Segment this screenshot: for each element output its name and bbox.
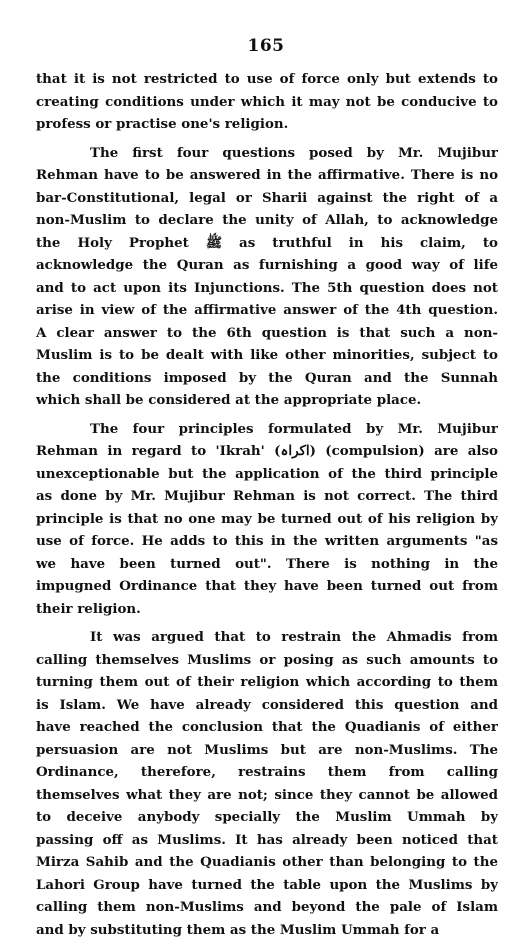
text-line: arise in view of the affirmative answer of the 4th question. — [36, 299, 498, 322]
text-line: turning them out of their religion which according to them — [36, 671, 498, 694]
paragraph — [36, 68, 498, 136]
text-line: bar-Constitutional, legal or Sharii against the right of a — [36, 187, 498, 210]
text-line: the Holy Prophet ﷺ as truthful in his claim, to — [36, 232, 498, 255]
paragraph — [36, 626, 498, 941]
text-line: we have been turned out". There is nothing in the — [36, 553, 498, 576]
text-line: The first four questions posed by Mr. Mujibur — [36, 142, 498, 165]
text-line: themselves what they are not; since they cannot be allowed — [36, 784, 498, 807]
text-line: is Islam. We have already considered this question and — [36, 694, 498, 717]
text-line: impugned Ordinance that they have been turned out from — [36, 575, 498, 598]
text-line: unexceptionable but the application of the third principle — [36, 463, 498, 486]
text-line: the conditions imposed by the Quran and the Sunnah — [36, 367, 498, 390]
text-line: creating conditions under which it may not be conducive to — [36, 91, 498, 114]
text-line: Muslim is to be dealt with like other minorities, subject to — [36, 344, 498, 367]
text-line: calling them non-Muslims and beyond the pale of Islam — [36, 896, 498, 919]
text-line: principle is that no one may be turned out of his religion by — [36, 508, 498, 531]
text-line: and by substituting them as the Muslim Ummah for a — [36, 919, 498, 941]
text-line: as done by Mr. Mujibur Rehman is not correct. The third — [36, 485, 498, 508]
text-line: Lahori Group have turned the table upon the Muslims by — [36, 874, 498, 897]
text-line: use of force. He adds to this in the written arguments "as — [36, 530, 498, 553]
text-line: acknowledge the Quran as furnishing a good way of life — [36, 254, 498, 277]
text-line: A clear answer to the 6th question is that such a non- — [36, 322, 498, 345]
text-line: The four principles formulated by Mr. Mujibur — [36, 418, 498, 441]
text-line: non-Muslim to declare the unity of Allah, to acknowledge — [36, 209, 498, 232]
text-line: to deceive anybody specially the Muslim Ummah by — [36, 806, 498, 829]
text-line: passing off as Muslims. It has already been noticed that — [36, 829, 498, 852]
paragraph — [36, 418, 498, 621]
text-line: Rehman in regard to 'Ikrah' (اکراہ) (compulsion) are also — [36, 440, 498, 463]
text-line: calling themselves Muslims or posing as such amounts to — [36, 649, 498, 672]
text-line: their religion. — [36, 598, 498, 621]
page-number: 165 — [0, 36, 532, 56]
text-line: Mirza Sahib and the Quadianis other than belonging to the — [36, 851, 498, 874]
text-line: It was argued that to restrain the Ahmadis from — [36, 626, 498, 649]
text-line: persuasion are not Muslims but are non-Muslims. The — [36, 739, 498, 762]
paragraph — [36, 142, 498, 412]
text-line: that it is not restricted to use of force only but extends to — [36, 68, 498, 91]
text-line: profess or practise one's religion. — [36, 113, 498, 136]
text-line: Rehman have to be answered in the affirmative. There is no — [36, 164, 498, 187]
text-line: and to act upon its Injunctions. The 5th question does not — [36, 277, 498, 300]
text-line: have reached the conclusion that the Quadianis of either — [36, 716, 498, 739]
text-line: which shall be considered at the appropriate place. — [36, 389, 498, 412]
body-text — [36, 68, 498, 941]
text-line: Ordinance, therefore, restrains them from calling — [36, 761, 498, 784]
